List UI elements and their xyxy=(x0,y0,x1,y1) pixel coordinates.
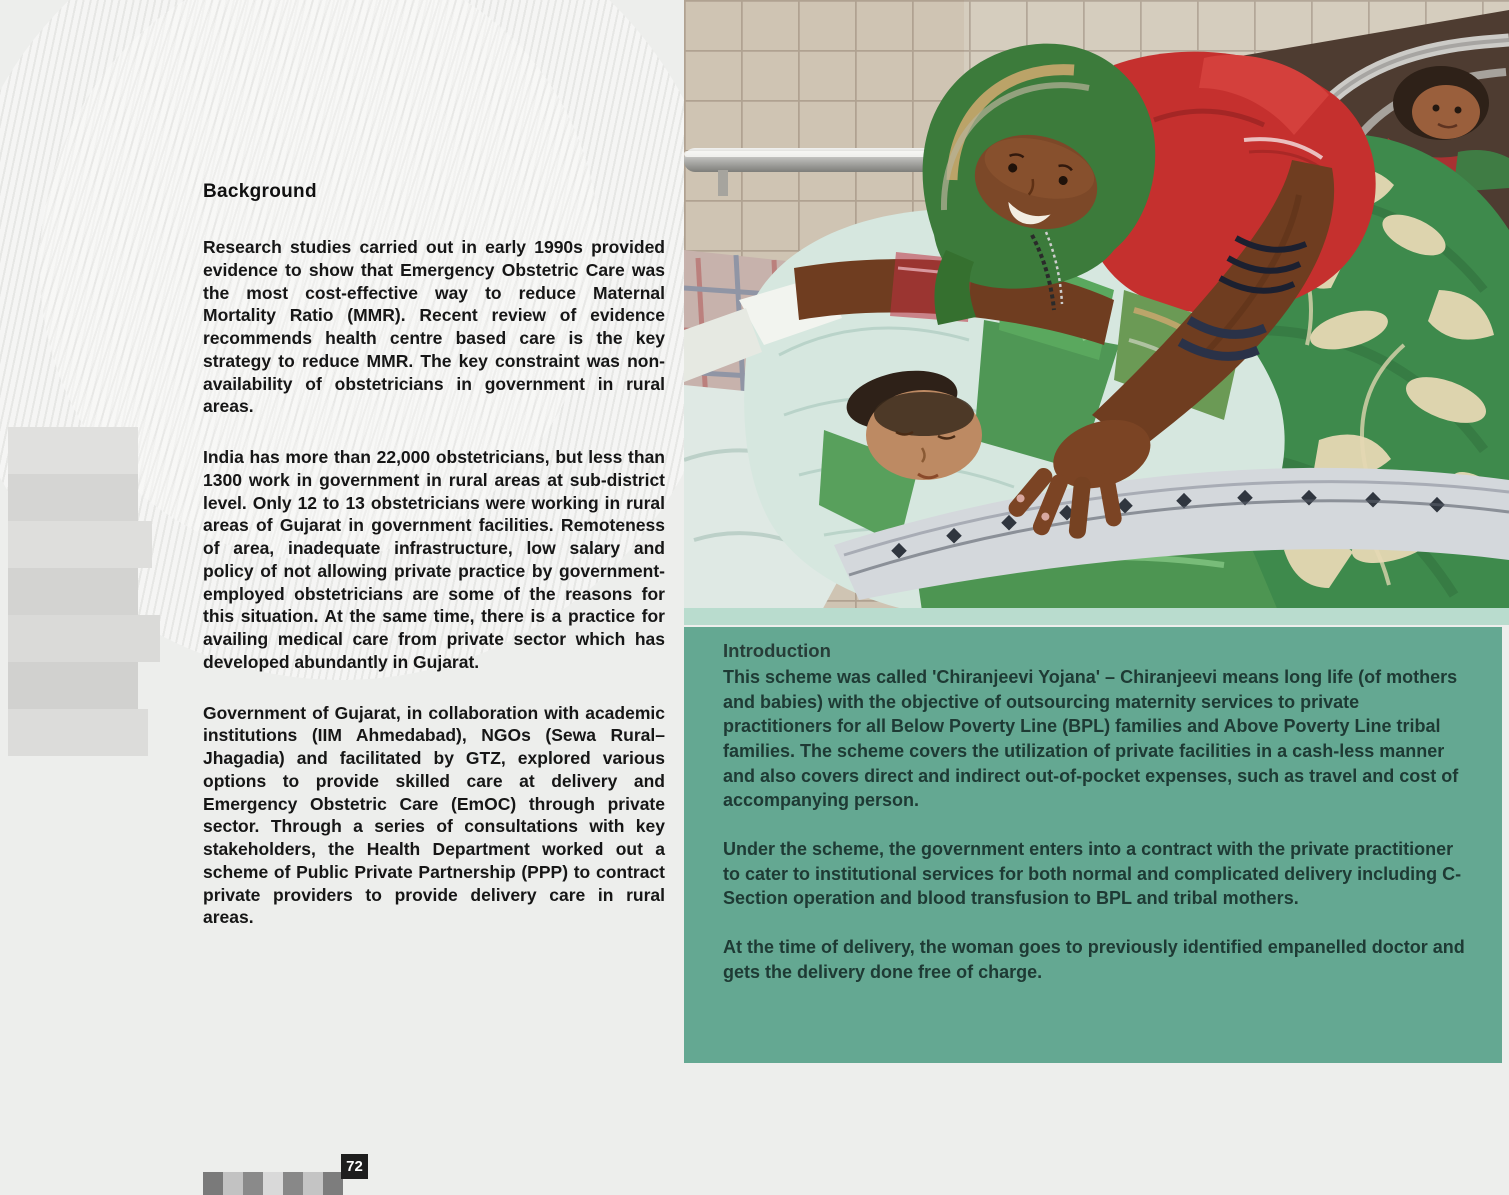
gray-bar xyxy=(8,427,138,474)
checker-strip-decoration xyxy=(203,1172,343,1195)
introduction-paragraph-2: Under the scheme, the government enters into a contract with the private practitioner to cater to institutional services for both normal and complicated delivery including C-Section operation and blood transfusion to BPL and tribal mothers. xyxy=(723,838,1462,909)
gray-bar xyxy=(8,615,160,662)
mother-newborn-photo xyxy=(684,0,1509,625)
checker-square xyxy=(243,1172,263,1195)
background-paragraph-2: India has more than 22,000 obstetricians, but less than 1300 work in government in rural areas at sub-district level. Only 12 to 13 obstetricians were working in rural areas of Gujarat in government facilities. Remoteness of area, inadequate infrastructure, low salary and policy of not allowing private practice by government-employed obstetricians are some of the reasons for this situation. At the same time, there is a practice for availing medical care from private sector which has developed abundantly in Gujarat. xyxy=(203,447,665,672)
introduction-heading: Introduction xyxy=(723,640,831,661)
background-section xyxy=(203,181,665,957)
checker-square xyxy=(323,1172,343,1195)
checker-square xyxy=(203,1172,223,1195)
introduction-paragraph-1: This scheme was called 'Chiranjeevi Yojana' – Chiranjeevi means long life (of mothers and babies) with the objective of outsourcing maternity services to private practitioners for all Below Poverty Line (BPL) families and Above Poverty Line tribal families. The scheme covers the utilization of private facilities in a cash-less manner and also covers direct and indirect out-of-pocket expenses, such as travel and cost of accompanying person. xyxy=(723,667,1459,811)
checker-square xyxy=(263,1172,283,1195)
checker-square xyxy=(283,1172,303,1195)
introduction-panel xyxy=(684,627,1502,1063)
background-paragraph-1: Research studies carried out in early 1990s provided evidence to show that Emergency Obstetric Care was the most cost-effective way to reduce Maternal Mortality Ratio (MMR). Recent review of evidence recommends health centre based care is the key strategy to reduce MMR. The key constraint was non-availability of obstetricians in government in rural areas. xyxy=(203,237,665,417)
left-edge-bars-decoration xyxy=(8,427,160,756)
gray-bar xyxy=(8,568,138,615)
page-number-badge: 72 xyxy=(341,1154,368,1179)
background-heading: Background xyxy=(203,181,317,202)
gray-bar xyxy=(8,474,138,521)
checker-square xyxy=(223,1172,243,1195)
gray-bar xyxy=(8,662,138,709)
introduction-paragraph-3: At the time of delivery, the woman goes to previously identified empanelled doctor and gets the delivery done free of charge. xyxy=(723,936,1465,982)
checker-square xyxy=(303,1172,323,1195)
gray-bar xyxy=(8,709,148,756)
background-paragraph-3: Government of Gujarat, in collaboration with academic institutions (IIM Ahmedabad), NGOs (Sewa Rural–Jhagadia) and facilitated by GTZ, explored various options to provide skilled care at delivery and Emergency Obstetric Care (EmOC) through private sector. Through a series of consultations with key stakeholders, the Health Department worked out a scheme of Public Private Partnership (PPP) to contract private providers to provide delivery care in rural areas. xyxy=(203,702,665,928)
gray-bar xyxy=(8,521,152,568)
